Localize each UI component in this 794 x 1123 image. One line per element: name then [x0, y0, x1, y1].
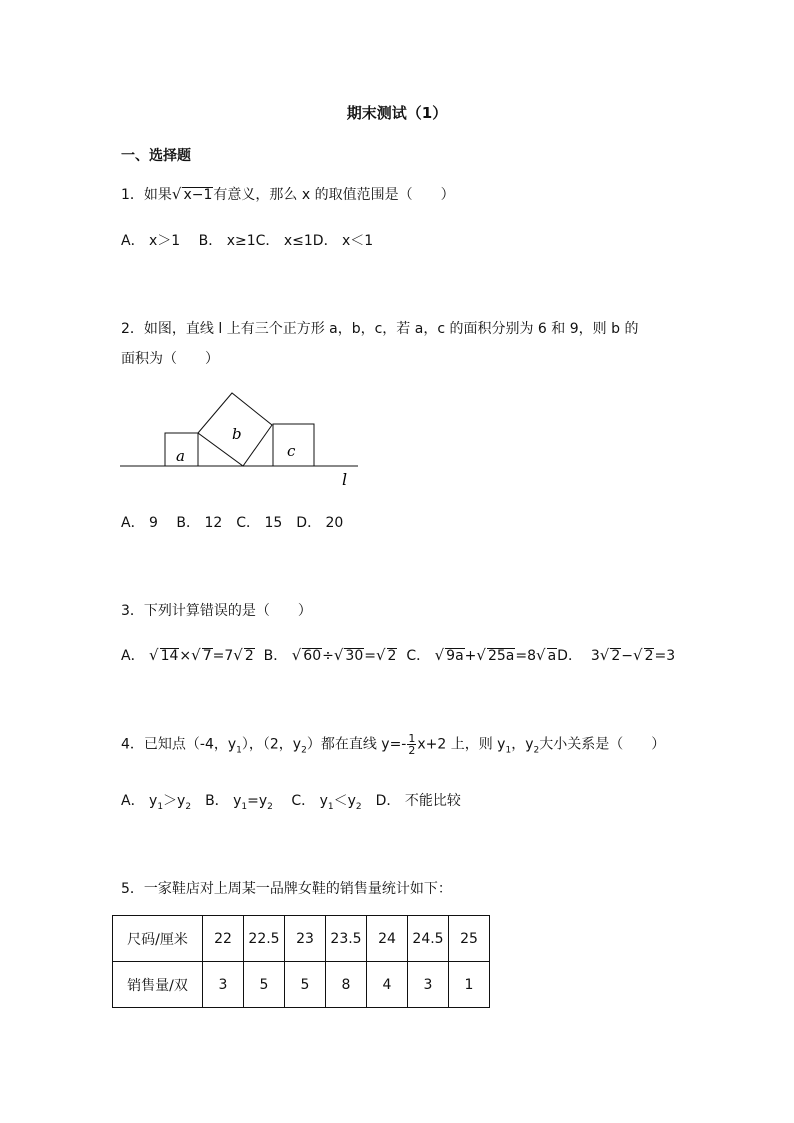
table-cell: 24: [367, 916, 408, 962]
table-cell: 25: [449, 916, 490, 962]
label-l: l: [342, 470, 348, 489]
sqrt-icon: √: [333, 646, 344, 664]
sqrt-icon: √: [633, 646, 643, 664]
q4-sub: 2: [267, 801, 273, 812]
table-row: [113, 916, 490, 962]
q1-radicand: x−1: [183, 187, 213, 203]
q4-sub: 2: [533, 745, 540, 756]
q3-b-r2: 30: [345, 648, 364, 664]
q3-c-r2: 25a: [487, 648, 515, 664]
q4-d: D． 不能比较: [361, 793, 461, 809]
sqrt-icon: √: [476, 646, 486, 664]
q3-d-eq: =3: [654, 648, 676, 664]
q4-fraction: [407, 733, 416, 756]
table-cell: 4: [367, 962, 408, 1008]
q3-b-r1: 60: [303, 648, 322, 664]
sqrt-icon: √: [434, 646, 445, 664]
sqrt-icon: √: [291, 646, 302, 664]
q4-post1: x+2 上，则 y: [417, 736, 506, 753]
table-cell: 5: [244, 962, 285, 1008]
q4-sep: ，y: [511, 736, 534, 753]
table-row-header: 销售量/双: [113, 962, 203, 1008]
table-cell: 8: [326, 962, 367, 1008]
section-heading: 一、选择题: [121, 148, 191, 164]
table-cell: 3: [408, 962, 449, 1008]
q3-stem: 3．下列计算错误的是（ ）: [121, 603, 312, 619]
q3-d-label: D．: [557, 648, 582, 664]
squares-figure: [110, 385, 370, 495]
table-cell: 1: [449, 962, 490, 1008]
q4-sub: 1: [157, 801, 164, 812]
table-row-header: 尺码/厘米: [113, 916, 203, 962]
label-a: a: [176, 447, 185, 465]
q1-suffix: 有意义，那么 x 的取值范围是（ ）: [213, 187, 455, 203]
q4-pre: 4．已知点（-4，y: [121, 736, 237, 753]
q3-a-label: A．: [121, 648, 145, 664]
q4-sub: 1: [505, 745, 512, 756]
q4-post2: 大小关系是（ ）: [539, 736, 666, 753]
sqrt-icon: √: [375, 646, 386, 664]
q4-options: [121, 790, 461, 812]
q3-a-op: ×: [179, 648, 192, 664]
sqrt-icon: √: [149, 646, 159, 664]
table-cell: 22: [203, 916, 244, 962]
table-cell: 22.5: [244, 916, 285, 962]
q3-b-eq: =: [364, 648, 376, 664]
q3-a-r2: 7: [202, 648, 212, 664]
q3-c-r3: a: [547, 648, 557, 664]
q4-c-pre: C． y: [272, 793, 328, 809]
q3-b-r3: 2: [387, 648, 397, 664]
q4-b-pre: B． y: [191, 793, 242, 809]
label-c: c: [287, 442, 296, 460]
q4-mid1: ），（2，y: [241, 736, 302, 753]
q3-c-r1: 9a: [446, 648, 464, 664]
q3-c-label: C．: [406, 648, 431, 664]
sqrt-icon: √: [191, 646, 201, 664]
q5-stem: 5．一家鞋店对上周某一品牌女鞋的销售量统计如下：: [121, 881, 452, 897]
sqrt-icon: √: [171, 185, 182, 203]
question-1: [121, 184, 455, 204]
q3-c-eq: =8: [515, 648, 537, 664]
q3-c-op: +: [464, 648, 477, 664]
sales-table: [112, 915, 490, 1008]
q4-mid2: ）都在直线 y=-: [306, 736, 407, 753]
frac-denominator: 2: [408, 744, 416, 757]
frac-numerator: 1: [408, 732, 416, 745]
table-cell: 5: [285, 962, 326, 1008]
table-cell: 23.5: [326, 916, 367, 962]
sqrt-icon: √: [233, 646, 243, 664]
q3-d-coef: 3: [590, 648, 600, 664]
q4-sub: 1: [327, 801, 334, 812]
question-4: [121, 733, 665, 756]
q4-a-pre: A． y: [121, 793, 158, 809]
table-cell: 23: [285, 916, 326, 962]
q2-options: A． 9 B． 12 C． 15 D． 20: [121, 515, 344, 531]
page-title: 期末测试（1）: [346, 104, 448, 122]
sqrt-icon: √: [599, 646, 610, 664]
q1-prefix: 1．如果: [121, 187, 172, 203]
label-b: b: [232, 425, 242, 443]
q3-b-op: ÷: [322, 648, 334, 664]
q3-d-r1: 2: [611, 648, 621, 664]
q3-d-r2: 2: [644, 648, 654, 664]
q2-line1: 2．如图，直线 l 上有三个正方形 a，b，c，若 a，c 的面积分别为 6 和 9，则 b 的: [121, 321, 639, 337]
q3-options: [121, 645, 675, 665]
q4-sub: 2: [301, 745, 307, 756]
q2-line2: 面积为（ ）: [121, 351, 219, 367]
q4-sub: 2: [185, 801, 192, 812]
sqrt-icon: √: [536, 646, 546, 664]
q3-b-label: B．: [263, 648, 288, 664]
q4-a-mid: ＞y: [163, 793, 186, 809]
q3-a-r1: 14: [160, 648, 179, 664]
table-cell: 24.5: [408, 916, 449, 962]
q3-d-op: −: [621, 648, 633, 664]
q3-a-eq: =7: [212, 648, 234, 664]
q4-sub: 1: [241, 801, 248, 812]
q1-options: A． x＞1 B． x≥1C． x≤1D． x＜1: [121, 233, 374, 249]
q4-c-mid: ＜y: [333, 793, 356, 809]
table-row: [113, 962, 490, 1008]
q4-b-mid: =y: [247, 793, 268, 809]
table-cell: 3: [203, 962, 244, 1008]
q4-sub: 1: [236, 745, 242, 756]
q4-sub: 2: [355, 801, 362, 812]
q3-a-r3: 2: [244, 648, 254, 664]
